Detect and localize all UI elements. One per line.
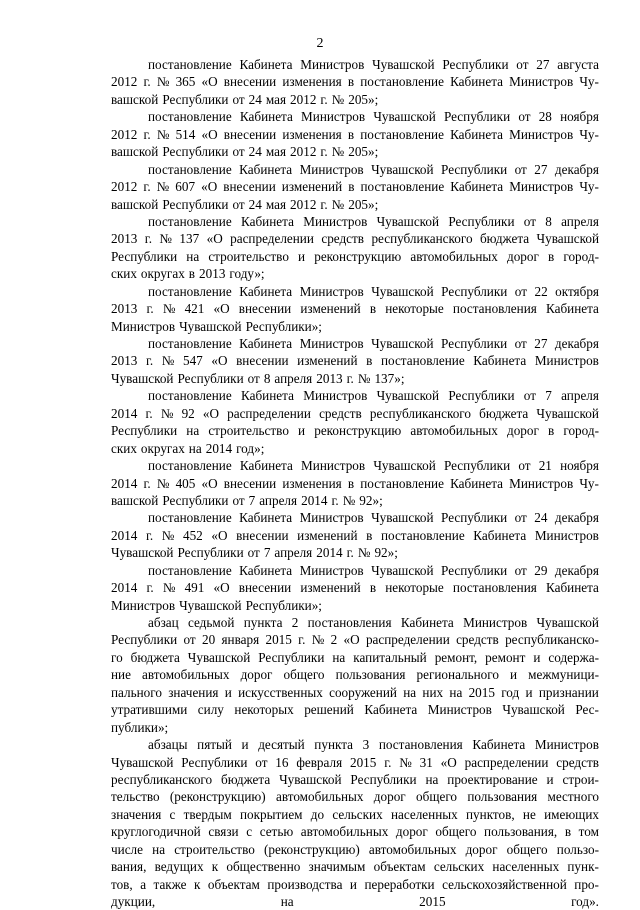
text-line: 2012 г. № 514 «О внесении изменения в постановление Кабинета Министров Чу- bbox=[111, 126, 599, 142]
text-line: Министров Чувашской Республики»; bbox=[111, 318, 322, 334]
text-line: пального значения и искусственных сооружений на них на 2015 год и признании bbox=[111, 684, 599, 700]
text-line: вашской Республики от 24 мая 2012 г. № 205»; bbox=[111, 91, 379, 107]
page-number: 2 bbox=[316, 36, 324, 51]
text-line: 2014 г. № 452 «О внесении изменений в постановление Кабинета Министров bbox=[111, 527, 599, 543]
text-line: 2012 г. № 607 «О внесении изменений в постановление Кабинета Министров Чу- bbox=[111, 179, 599, 195]
text-line: вашской Республики от 24 мая 2012 г. № 205»; bbox=[111, 196, 379, 212]
text-line: круглогодичной связи с сетью автомобильных дорог общего пользования, в том bbox=[111, 824, 599, 840]
text-line: ских округах в 2013 году»; bbox=[111, 266, 265, 282]
text-line: утратившими силу некоторых решений Кабинета Министров Чувашской Рес- bbox=[111, 702, 599, 718]
text-line: постановление Кабинета Министров Чувашской Республики от 27 декабря bbox=[148, 336, 599, 351]
text-line: Министров Чувашской Республики»; bbox=[111, 597, 322, 613]
text-line: Чувашской Республики от 8 апреля 2013 г. № 137»; bbox=[111, 370, 405, 386]
text-line: дукции, на 2015 год». bbox=[111, 894, 599, 909]
text-line: постановление Кабинета Министров Чувашской Республики от 22 октября bbox=[148, 283, 599, 299]
text-line: 2014 г. № 405 «О внесении изменения в постановление Кабинета Министров Чу- bbox=[111, 475, 599, 491]
text-line: тельство (реконструкцию) автомобильных дорог общего пользования местного bbox=[111, 789, 599, 805]
text-line: числе на строительство (реконструкцию) автомобильных дорог общего пользо- bbox=[111, 841, 599, 857]
text-line: 2013 г. № 137 «О распределении средств республиканского бюджета Чувашской bbox=[111, 231, 599, 247]
text-line: постановление Кабинета Министров Чувашской Республики от 21 ноября bbox=[148, 458, 599, 474]
text-line: 2014 г. № 491 «О внесении изменений в некоторые постановления Кабинета bbox=[111, 580, 599, 596]
text-line: постановление Кабинета Министров Чувашской Республики от 27 декабря bbox=[148, 161, 599, 177]
text-line: Республики от 20 января 2015 г. № 2 «О распределении средств республиканско- bbox=[111, 632, 599, 648]
text-line: тов, а также к объектам производства и переработки сельскохозяйственной про- bbox=[111, 876, 599, 892]
text-line: вашской Республики от 7 апреля 2014 г. № 92»; bbox=[111, 492, 383, 508]
text-line: го бюджета Чувашской Республики на капитальный ремонт, ремонт и содержа- bbox=[111, 649, 599, 665]
text-line: Чувашской Республики от 16 февраля 2015 г. № 31 «О распределении средств bbox=[111, 754, 599, 770]
text-line: вания, ведущих к общественно значимым объектам сельских населенных пунк- bbox=[111, 859, 599, 875]
text-line: абзацы пятый и десятый пункта 3 постановления Кабинета Министров bbox=[148, 737, 599, 753]
text-line: Республики на строительство и реконструкцию автомобильных дорог в город- bbox=[111, 248, 599, 264]
text-line: республиканского бюджета Чувашской Республики на проектирование и строи- bbox=[111, 771, 599, 787]
text-line: постановление Кабинета Министров Чувашской Республики от 8 апреля bbox=[148, 213, 599, 229]
text-line: 2013 г. № 421 «О внесении изменений в некоторые постановления Кабинета bbox=[111, 301, 599, 317]
text-line: Республики на строительство и реконструкцию автомобильных дорог в город- bbox=[111, 423, 599, 439]
text-line: постановление Кабинета Министров Чувашской Республики от 7 апреля bbox=[148, 388, 599, 404]
text-line: публики»; bbox=[111, 719, 169, 735]
text-line: 2012 г. № 365 «О внесении изменения в постановление Кабинета Министров Чу- bbox=[111, 74, 599, 90]
text-line: постановление Кабинета Министров Чувашской Республики от 29 декабря bbox=[148, 562, 599, 578]
text-line: 2013 г. № 547 «О внесении изменений в постановление Кабинета Министров bbox=[111, 353, 599, 369]
text-line: 2014 г. № 92 «О распределении средств республиканского бюджета Чувашской bbox=[111, 405, 599, 421]
text-line: постановление Кабинета Министров Чувашской Республики от 24 декабря bbox=[148, 510, 599, 526]
document-body bbox=[111, 56, 599, 910]
text-line: вашской Республики от 24 мая 2012 г. № 205»; bbox=[111, 144, 379, 160]
text-line: Чувашской Республики от 7 апреля 2014 г. № 92»; bbox=[111, 545, 398, 561]
text-line: ских округах на 2014 год»; bbox=[111, 440, 265, 456]
text-line: абзац седьмой пункта 2 постановления Кабинета Министров Чувашской bbox=[148, 615, 599, 630]
text-line: значения с твердым покрытием до сельских населенных пунктов, не имеющих bbox=[111, 806, 599, 822]
text-line: постановление Кабинета Министров Чувашской Республики от 28 ноября bbox=[148, 109, 599, 125]
text-line: постановление Кабинета Министров Чувашской Республики от 27 августа bbox=[148, 57, 599, 72]
text-line: ние автомобильных дорог общего пользования регионального и межмуници- bbox=[111, 667, 599, 683]
